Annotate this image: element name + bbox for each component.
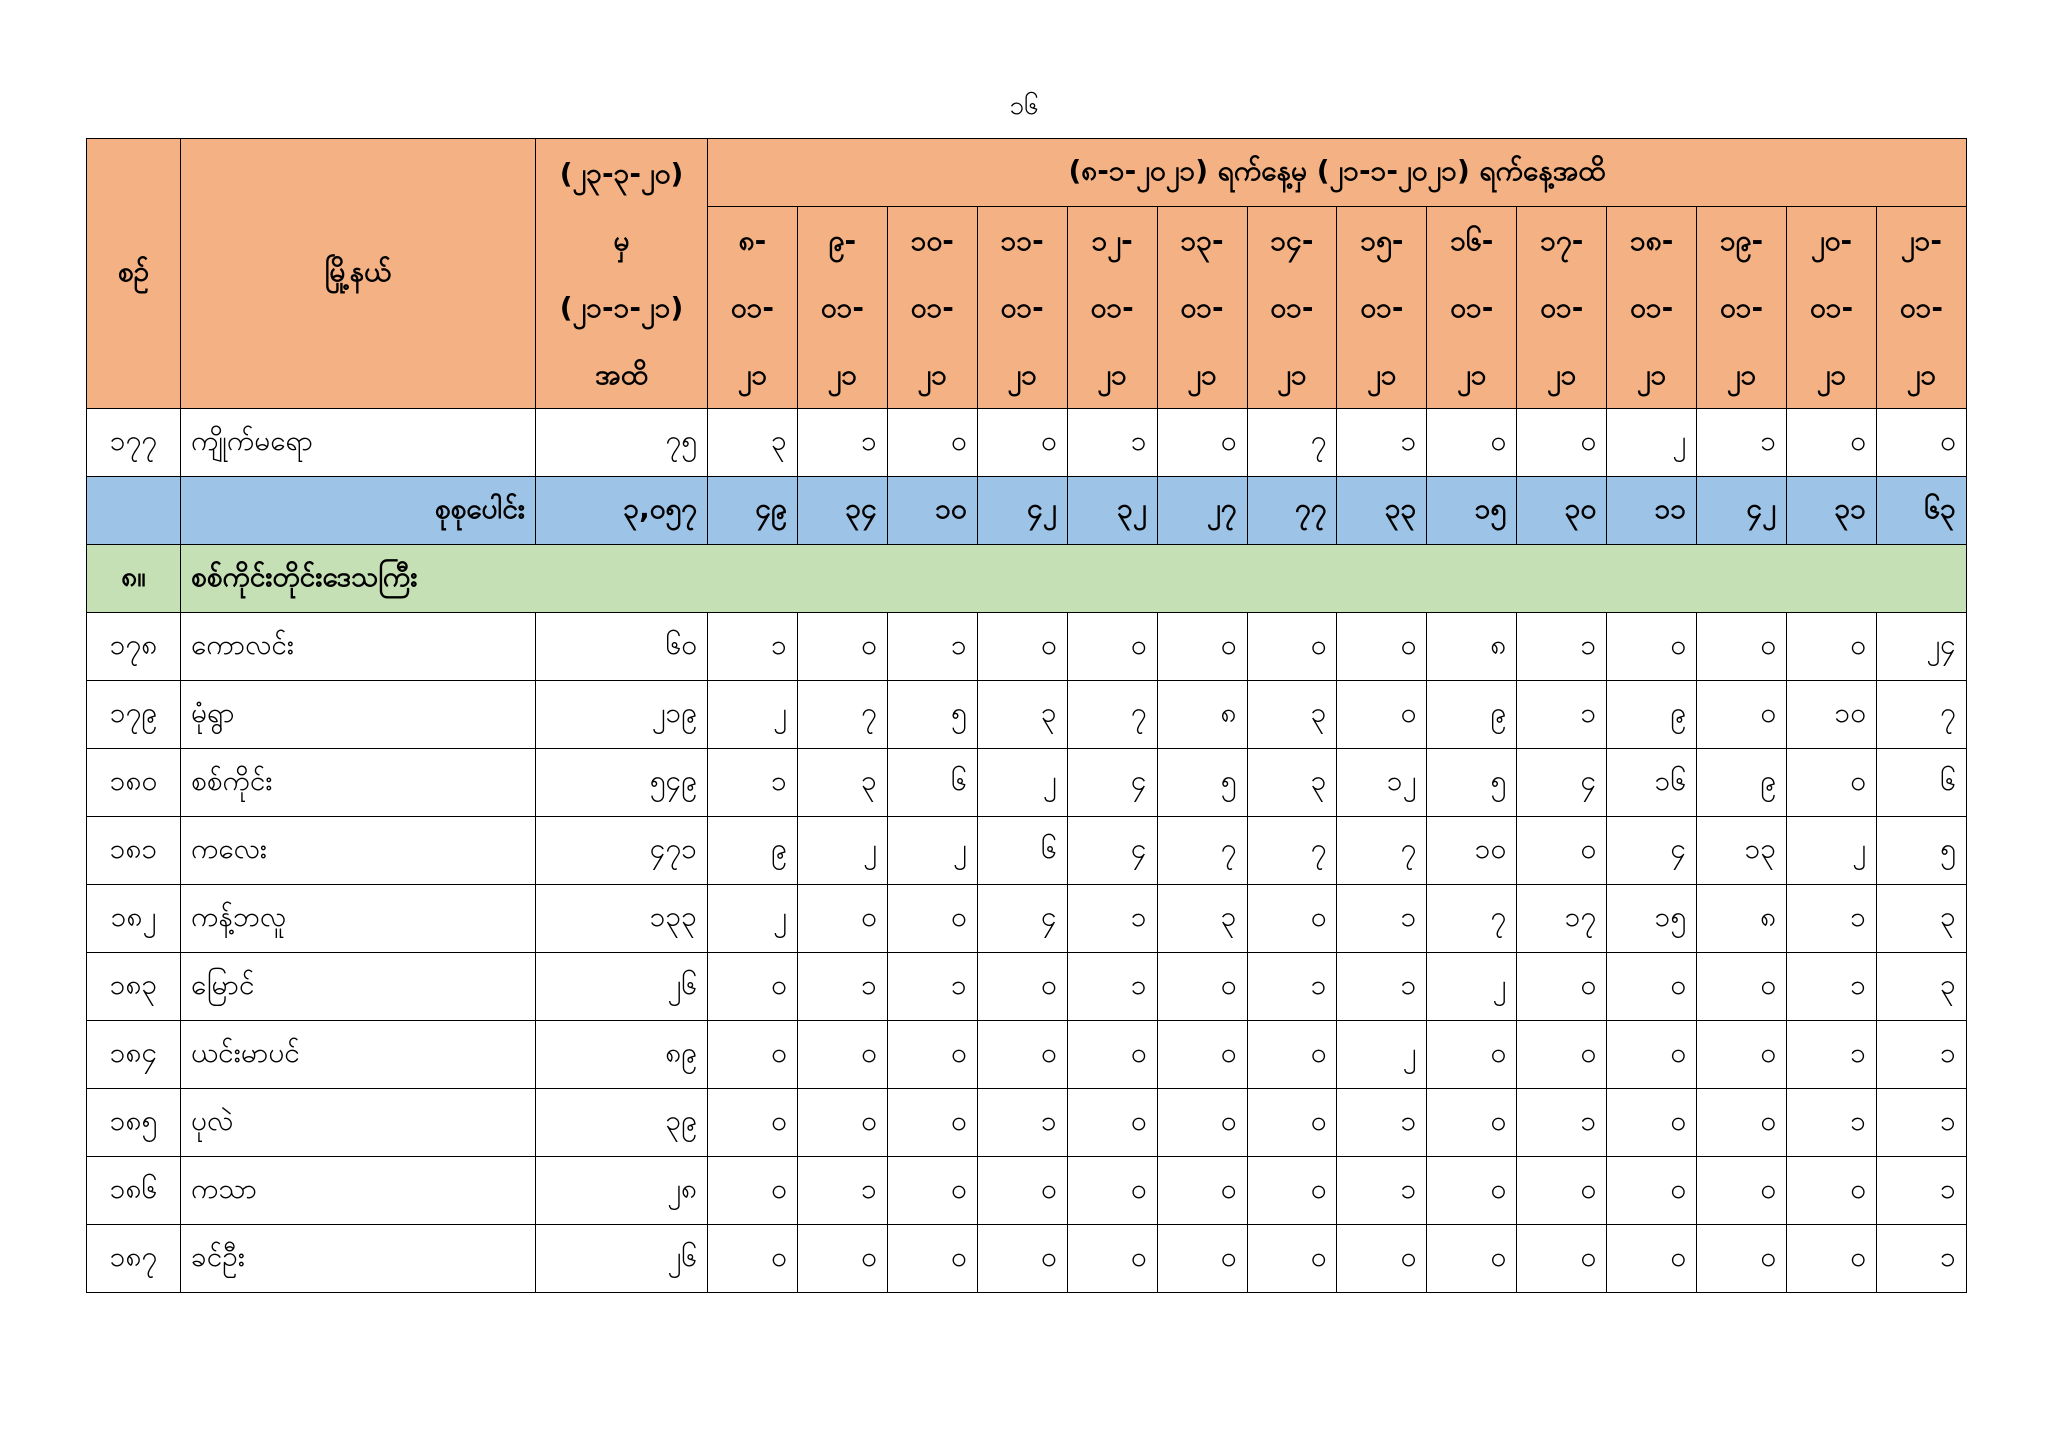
row-value: ၀ xyxy=(1517,817,1607,885)
date-part: ၂၁ xyxy=(1457,358,1487,391)
date-part: ၁၂- xyxy=(1091,224,1133,257)
row-value: ၂ xyxy=(1427,953,1517,1021)
row-value: ၀ xyxy=(1607,953,1697,1021)
total-row xyxy=(87,477,1967,545)
row-value: ၂၄ xyxy=(1876,613,1966,681)
row-value: ၀ xyxy=(1427,1157,1517,1225)
date-part: ၂၁ xyxy=(1636,358,1667,391)
row-value: ၁ xyxy=(887,613,977,681)
total-label: စုစုပေါင်း xyxy=(181,477,536,545)
row-value: ၈ xyxy=(1427,613,1517,681)
header-date-8 xyxy=(1337,207,1427,409)
total-value: ၃၀ xyxy=(1517,477,1607,545)
row-value: ၀ xyxy=(1157,1157,1247,1225)
row-value: ၀ xyxy=(797,1021,887,1089)
row-value: ၀ xyxy=(1247,1089,1337,1157)
row-value: ၀ xyxy=(1787,613,1877,681)
total-sn-empty xyxy=(87,477,181,545)
total-value: ၄၂ xyxy=(1697,477,1787,545)
row-value: ၀ xyxy=(1337,613,1427,681)
total-value: ၇၇ xyxy=(1247,477,1337,545)
row-value: ၇ xyxy=(1876,681,1966,749)
row-value: ၃ xyxy=(1876,953,1966,1021)
row-total: ၆၀ xyxy=(536,613,708,681)
row-value: ၁ xyxy=(1337,885,1427,953)
table-row xyxy=(87,1089,1967,1157)
row-value: ၀ xyxy=(887,1021,977,1089)
date-part: ၀၁- xyxy=(1720,291,1764,324)
row-value: ၀ xyxy=(708,1157,798,1225)
date-part: ၀၁- xyxy=(1540,291,1584,324)
row-value: ၁ xyxy=(1067,409,1157,477)
table-row xyxy=(87,1157,1967,1225)
date-part: ၁၃- xyxy=(1180,224,1224,257)
row-value: ၀ xyxy=(1157,953,1247,1021)
header-date-12 xyxy=(1697,207,1787,409)
row-sn: ၁၇၉ xyxy=(87,681,181,749)
row-value: ၁ xyxy=(1067,885,1157,953)
date-part: ၁၅- xyxy=(1360,224,1404,257)
row-value: ၀ xyxy=(977,1021,1067,1089)
row-value: ၀ xyxy=(887,1089,977,1157)
row-value: ၅ xyxy=(1876,817,1966,885)
row-value: ၁၃ xyxy=(1697,817,1787,885)
row-value: ၀ xyxy=(797,1089,887,1157)
row-total: ၁၃၃ xyxy=(536,885,708,953)
total-value: ၃၄ xyxy=(797,477,887,545)
row-total: ၂၆ xyxy=(536,953,708,1021)
header-date-6 xyxy=(1157,207,1247,409)
row-value: ၂ xyxy=(887,817,977,885)
date-part: ၀၁- xyxy=(1450,291,1494,324)
row-value: ၉ xyxy=(1427,681,1517,749)
row-township: စစ်ကိုင်း xyxy=(181,749,536,817)
date-part: ၂၁ xyxy=(1007,358,1037,391)
row-sn: ၁၈၇ xyxy=(87,1225,181,1293)
date-part: ၁၁- xyxy=(1000,224,1044,257)
row-value: ၄ xyxy=(977,885,1067,953)
row-value: ၁ xyxy=(1876,1021,1966,1089)
row-value: ၀ xyxy=(1427,1225,1517,1293)
date-part: ၂၁ xyxy=(1277,358,1307,391)
row-value: ၁ xyxy=(1517,681,1607,749)
row-value: ၄ xyxy=(1067,817,1157,885)
date-part: ၁၀- xyxy=(910,224,954,257)
total-value: ၆၃ xyxy=(1876,477,1966,545)
row-value: ၇ xyxy=(1247,409,1337,477)
row-value: ၀ xyxy=(1247,613,1337,681)
total-value: ၃၂ xyxy=(1067,477,1157,545)
date-part: ၂၁ xyxy=(1367,358,1397,391)
row-value: ၁၀ xyxy=(1427,817,1517,885)
row-sn: ၁၈၃ xyxy=(87,953,181,1021)
total-value: ၃၃ xyxy=(1337,477,1427,545)
table-row xyxy=(87,1225,1967,1293)
row-value: ၀ xyxy=(887,1157,977,1225)
row-township: ကန့်ဘလူ xyxy=(181,885,536,953)
region-name: စစ်ကိုင်းတိုင်းဒေသကြီး xyxy=(181,545,1967,613)
date-part: ၀၁- xyxy=(1270,291,1314,324)
row-value: ၁ xyxy=(797,1157,887,1225)
range-line: (၂၃-၃-၂၀) xyxy=(559,156,684,190)
row-township: မုံရွာ xyxy=(181,681,536,749)
row-value: ၉ xyxy=(708,817,798,885)
header-date-10 xyxy=(1517,207,1607,409)
row-value: ၀ xyxy=(1157,1225,1247,1293)
date-part: ၁၄- xyxy=(1270,224,1314,257)
row-value: ၀ xyxy=(1157,409,1247,477)
date-part: ၁၇- xyxy=(1540,224,1584,257)
row-value: ၄ xyxy=(1607,817,1697,885)
row-value: ၂ xyxy=(708,681,798,749)
table-row xyxy=(87,613,1967,681)
total-value: ၃၁ xyxy=(1787,477,1877,545)
total-value: ၂၇ xyxy=(1157,477,1247,545)
row-total: ၄၇၁ xyxy=(536,817,708,885)
row-value: ၀ xyxy=(1607,1225,1697,1293)
table-row xyxy=(87,749,1967,817)
row-value: ၁၂ xyxy=(1337,749,1427,817)
row-total: ၂၈ xyxy=(536,1157,708,1225)
row-value: ၁၇ xyxy=(1517,885,1607,953)
row-value: ၂ xyxy=(708,885,798,953)
header-date-3 xyxy=(887,207,977,409)
date-part: ၀၁- xyxy=(910,291,954,324)
row-value: ၁ xyxy=(1337,1157,1427,1225)
date-part: ၂၁ xyxy=(1726,358,1757,391)
total-value: ၁၅ xyxy=(1427,477,1517,545)
range-line: (၂၁-၁-၂၁) xyxy=(559,290,684,324)
row-value: ၀ xyxy=(1517,1021,1607,1089)
row-value: ၀ xyxy=(1067,1021,1157,1089)
row-value: ၀ xyxy=(1787,409,1877,477)
total-value: ၁၁ xyxy=(1607,477,1697,545)
table-row xyxy=(87,885,1967,953)
row-value: ၀ xyxy=(1247,885,1337,953)
date-part: ၉- xyxy=(828,224,857,257)
row-value: ၅ xyxy=(1427,749,1517,817)
row-value: ၀ xyxy=(1607,1021,1697,1089)
row-value: ၀ xyxy=(1787,1225,1877,1293)
row-value: ၁ xyxy=(1067,953,1157,1021)
row-value: ၀ xyxy=(1607,613,1697,681)
row-total: ၂၁၉ xyxy=(536,681,708,749)
row-value: ၅ xyxy=(1157,749,1247,817)
covid-cases-table xyxy=(86,138,1967,1293)
date-part: ၈- xyxy=(738,224,767,257)
row-value: ၁ xyxy=(1337,409,1427,477)
row-value: ၁ xyxy=(1337,1089,1427,1157)
row-value: ၀ xyxy=(1427,1089,1517,1157)
row-value: ၀ xyxy=(1247,1225,1337,1293)
row-total: ၃၉ xyxy=(536,1089,708,1157)
row-value: ၀ xyxy=(1067,613,1157,681)
header-date-11 xyxy=(1607,207,1697,409)
row-value: ၀ xyxy=(1876,409,1966,477)
date-part: ၂၁ xyxy=(1097,358,1127,391)
row-township: ကသာ xyxy=(181,1157,536,1225)
row-value: ၉ xyxy=(1607,681,1697,749)
row-value: ၇ xyxy=(1067,681,1157,749)
row-value: ၆ xyxy=(1876,749,1966,817)
date-part: ၀၁- xyxy=(820,291,864,324)
row-value: ၁ xyxy=(797,953,887,1021)
row-value: ၁ xyxy=(1517,1089,1607,1157)
date-part: ၂၁ xyxy=(1906,358,1937,391)
row-value: ၀ xyxy=(1157,1089,1247,1157)
row-value: ၁ xyxy=(887,953,977,1021)
range-line: အထိ xyxy=(595,357,648,391)
header-date-5 xyxy=(1067,207,1157,409)
row-value: ၀ xyxy=(1697,1225,1787,1293)
date-part: ၂၁ xyxy=(917,358,948,391)
row-sn: ၁၈၁ xyxy=(87,817,181,885)
table-row xyxy=(87,681,1967,749)
row-value: ၁ xyxy=(1247,953,1337,1021)
row-value: ၀ xyxy=(708,1089,798,1157)
row-value: ၂ xyxy=(1787,817,1877,885)
row-value: ၇ xyxy=(1337,817,1427,885)
row-total: ၅၄၉ xyxy=(536,749,708,817)
row-value: ၀ xyxy=(977,953,1067,1021)
header-row-top xyxy=(87,139,1967,207)
date-part: ၀၁- xyxy=(1090,291,1134,324)
row-value: ၃ xyxy=(1247,681,1337,749)
row-township: ကျိုက်မရော xyxy=(181,409,536,477)
row-value: ၁ xyxy=(1697,409,1787,477)
date-part: ၁၆- xyxy=(1450,224,1494,257)
date-part: ၀၁- xyxy=(1180,291,1224,324)
header-date-13 xyxy=(1787,207,1877,409)
row-value: ၁ xyxy=(797,409,887,477)
row-sn: ၁၈၅ xyxy=(87,1089,181,1157)
header-date-14 xyxy=(1876,207,1966,409)
row-value: ၈ xyxy=(1157,681,1247,749)
row-township: ကောလင်း xyxy=(181,613,536,681)
row-value: ၀ xyxy=(1337,681,1427,749)
total-value: ၄၂ xyxy=(977,477,1067,545)
date-part: ၁၉- xyxy=(1720,224,1764,257)
row-value: ၂ xyxy=(977,749,1067,817)
row-total: ၈၉ xyxy=(536,1021,708,1089)
total-value: ၁၀ xyxy=(887,477,977,545)
row-value: ၃ xyxy=(1157,885,1247,953)
row-sn: ၁၈၄ xyxy=(87,1021,181,1089)
row-value: ၀ xyxy=(1697,681,1787,749)
row-value: ၁ xyxy=(1787,1089,1877,1157)
header-date-9 xyxy=(1427,207,1517,409)
table-row xyxy=(87,409,1967,477)
row-value: ၉ xyxy=(1697,749,1787,817)
total-value: ၄၉ xyxy=(708,477,798,545)
date-part: ၀၁- xyxy=(1630,291,1674,324)
region-row xyxy=(87,545,1967,613)
row-value: ၀ xyxy=(797,1225,887,1293)
header-sn: စဉ် xyxy=(87,139,181,409)
row-value: ၀ xyxy=(1787,749,1877,817)
header-cumulative-range xyxy=(536,139,708,409)
region-sn: ၈။ xyxy=(87,545,181,613)
date-part: ၂၁ xyxy=(737,358,768,391)
row-value: ၁၀ xyxy=(1787,681,1877,749)
row-value: ၀ xyxy=(708,953,798,1021)
date-part: ၂၁ xyxy=(827,358,858,391)
row-township: ကလေး xyxy=(181,817,536,885)
row-value: ၀ xyxy=(1157,1021,1247,1089)
row-township: ခင်ဦး xyxy=(181,1225,536,1293)
row-value: ၀ xyxy=(1607,1157,1697,1225)
row-value: ၀ xyxy=(1787,1157,1877,1225)
row-value: ၀ xyxy=(977,613,1067,681)
row-value: ၁၆ xyxy=(1607,749,1697,817)
row-value: ၀ xyxy=(797,613,887,681)
row-township: ပုလဲ xyxy=(181,1089,536,1157)
row-value: ၀ xyxy=(797,885,887,953)
date-part: ၂၀- xyxy=(1810,224,1853,257)
range-line: မှ xyxy=(613,223,630,257)
row-value: ၀ xyxy=(1157,613,1247,681)
row-value: ၀ xyxy=(887,409,977,477)
row-value: ၁ xyxy=(708,749,798,817)
date-part: ၂၁ xyxy=(1816,358,1847,391)
row-value: ၃ xyxy=(797,749,887,817)
row-value: ၁ xyxy=(708,613,798,681)
row-value: ၇ xyxy=(1157,817,1247,885)
row-value: ၁ xyxy=(1876,1089,1966,1157)
row-value: ၀ xyxy=(1067,1089,1157,1157)
row-value: ၁၅ xyxy=(1607,885,1697,953)
row-township: ယင်းမာပင် xyxy=(181,1021,536,1089)
row-value: ၁ xyxy=(1787,885,1877,953)
row-value: ၀ xyxy=(1697,1157,1787,1225)
row-value: ၀ xyxy=(887,1225,977,1293)
row-value: ၇ xyxy=(1427,885,1517,953)
row-value: ၁ xyxy=(1876,1157,1966,1225)
date-part: ၂၁ xyxy=(1547,358,1577,391)
row-value: ၀ xyxy=(1697,613,1787,681)
row-value: ၀ xyxy=(977,409,1067,477)
row-value: ၁ xyxy=(1337,953,1427,1021)
date-part: ၂၁ xyxy=(1187,358,1217,391)
row-value: ၀ xyxy=(1697,953,1787,1021)
row-value: ၃ xyxy=(708,409,798,477)
row-sn: ၁၇၇ xyxy=(87,409,181,477)
row-value: ၀ xyxy=(1517,953,1607,1021)
row-value: ၅ xyxy=(887,681,977,749)
row-value: ၀ xyxy=(1697,1089,1787,1157)
table-row xyxy=(87,817,1967,885)
header-date-4 xyxy=(977,207,1067,409)
row-value: ၄ xyxy=(1517,749,1607,817)
date-part: ၀၁- xyxy=(1809,291,1854,324)
row-value: ၀ xyxy=(1517,409,1607,477)
row-value: ၀ xyxy=(1517,1225,1607,1293)
row-value: ၃ xyxy=(1247,749,1337,817)
page-number: ၁၆ xyxy=(1009,91,1039,121)
row-value: ၄ xyxy=(1067,749,1157,817)
row-sn: ၁၈၀ xyxy=(87,749,181,817)
header-period-title: (၈-၁-၂၀၂၁) ရက်နေ့မှ (၂၁-၁-၂၀၂၁) ရက်နေ့အထိ xyxy=(708,139,1967,207)
row-value: ၁ xyxy=(1876,1225,1966,1293)
row-value: ၀ xyxy=(1697,1021,1787,1089)
row-value: ၀ xyxy=(1607,1089,1697,1157)
table-row xyxy=(87,1021,1967,1089)
row-value: ၀ xyxy=(708,1225,798,1293)
row-sn: ၁၇၈ xyxy=(87,613,181,681)
row-total: ၇၅ xyxy=(536,409,708,477)
header-date-2 xyxy=(797,207,887,409)
header-date-1 xyxy=(708,207,798,409)
row-value: ၆ xyxy=(887,749,977,817)
row-value: ၀ xyxy=(1247,1157,1337,1225)
row-value: ၀ xyxy=(1517,1157,1607,1225)
row-value: ၂ xyxy=(1337,1021,1427,1089)
row-value: ၀ xyxy=(1337,1225,1427,1293)
date-part: ၂၁- xyxy=(1900,224,1943,257)
row-value: ၇ xyxy=(1247,817,1337,885)
row-value: ၇ xyxy=(797,681,887,749)
header-township: မြို့နယ် xyxy=(181,139,536,409)
header-date-7 xyxy=(1247,207,1337,409)
row-value: ၀ xyxy=(1247,1021,1337,1089)
row-value: ၀ xyxy=(887,885,977,953)
date-part: ၀၁- xyxy=(1899,291,1944,324)
date-part: ၀၁- xyxy=(730,291,775,324)
row-value: ၁ xyxy=(1517,613,1607,681)
row-total: ၂၆ xyxy=(536,1225,708,1293)
row-value: ၁ xyxy=(977,1089,1067,1157)
row-value: ၂ xyxy=(1607,409,1697,477)
row-value: ၃ xyxy=(977,681,1067,749)
row-value: ၀ xyxy=(1067,1225,1157,1293)
row-value: ၆ xyxy=(977,817,1067,885)
row-value: ၀ xyxy=(1427,409,1517,477)
row-value: ၃ xyxy=(1876,885,1966,953)
row-sn: ၁၈၂ xyxy=(87,885,181,953)
row-sn: ၁၈၆ xyxy=(87,1157,181,1225)
date-part: ၁၈- xyxy=(1629,224,1674,257)
row-value: ၁ xyxy=(1787,953,1877,1021)
date-part: ၀၁- xyxy=(1360,291,1404,324)
table-row xyxy=(87,953,1967,1021)
row-value: ၁ xyxy=(1787,1021,1877,1089)
row-value: ၀ xyxy=(1427,1021,1517,1089)
row-value: ၀ xyxy=(977,1225,1067,1293)
row-value: ၀ xyxy=(977,1157,1067,1225)
total-cumulative: ၃,၀၅၇ xyxy=(536,477,708,545)
row-value: ၀ xyxy=(1067,1157,1157,1225)
row-value: ၂ xyxy=(797,817,887,885)
row-value: ၈ xyxy=(1697,885,1787,953)
row-township: မြောင် xyxy=(181,953,536,1021)
date-part: ၀၁- xyxy=(1000,291,1044,324)
row-value: ၀ xyxy=(708,1021,798,1089)
